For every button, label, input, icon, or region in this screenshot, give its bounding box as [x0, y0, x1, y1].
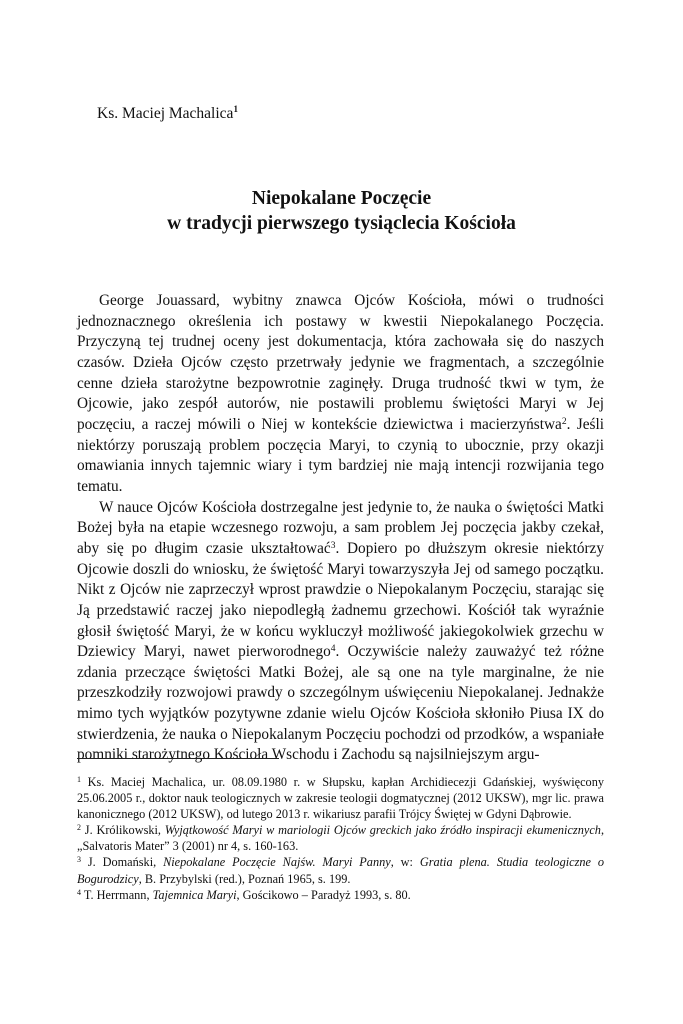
- footnote-title: Gratia plena. Studia teologiczne o Bogurodzicy: [77, 855, 604, 886]
- author-name: Ks. Maciej Machalica: [97, 105, 234, 122]
- footnote-number: 3: [77, 855, 81, 865]
- footnote-text: , „Salvatoris Mater” 3 (2001) nr 4, s. 160-163.: [77, 823, 605, 854]
- article-title: [0, 186, 683, 236]
- author-line: [97, 105, 238, 123]
- footnote-title: Tajemnica Maryi: [152, 887, 237, 902]
- footnote: [77, 887, 604, 903]
- paragraph-text: W nauce Ojców Kościoła dostrzegalne jest jedynie to, że nauka o świętości Matki Bożej była na etapie wczesnego rozwoju, a sam problem Jej poczęcia jakby czekał, aby się po długim czasie ukształtować: [77, 498, 604, 557]
- paragraph-text: . Oczywiście należy zauważyć też różne zdania przeczące świętości Matki Bożej, ale są one na tyle marginalne, że nie przeszkodziły rozwojowi prawdy o szczególnym uświęceniu Niepokalanej. Jednakże mimo tych wyjątków pozytywne zdanie wielu Ojców Kościoła skłoniło Piusa IX do stwierdzenia, że nauka o Niepokalanym Poczęciu pochodzi od przodków, a wspaniałe pomniki starożytnego Kościoła Wschodu i Zachodu są najsilniejszym argu-: [77, 643, 605, 764]
- footnote-text: J. Królikowski,: [84, 823, 165, 838]
- footnote-ref[interactable]: 2: [561, 416, 567, 427]
- paragraph: [77, 291, 604, 498]
- footnote-number: 1: [77, 775, 81, 784]
- footnotes: [77, 774, 604, 903]
- footnote: [77, 854, 604, 886]
- footnote-text: J. Domański,: [87, 855, 164, 870]
- footnote-number: 4: [77, 887, 81, 897]
- footnote-text: , w:: [390, 855, 420, 870]
- paragraph: [77, 498, 604, 767]
- paragraph-text: . Dopiero po dłuższym okresie niektórzy Ojcowie doszli do wniosku, że świętość Maryi towarzyszyła Jej od samego początku. Nikt z Ojców nie zaprzeczył wprost prawdzie o Niepokalanym Poczęciu, starając się Ją przedstawić raczej jako niepodległą żadnemu grzechowi. Kościół tak wyraźnie głosił świętość Maryi, że w końcu wykluczył możliwość jakiegokolwiek grzechu w Dziewicy Maryi, nawet pierworodnego: [77, 539, 604, 661]
- article-body: [77, 291, 604, 766]
- footnote-ref[interactable]: 3: [330, 540, 336, 551]
- paragraph-text: . Jeśli niektórzy poruszają problem poczęcia Maryi, to czynią to ubocznie, przy okazji omawiania innych tajemnic wiary i tym bardziej nie mają intencji rozwijania tego tematu.: [77, 415, 605, 495]
- footnote-text: Ks. Maciej Machalica, ur. 08.09.1980 r. w Słupsku, kapłan Archidiecezji Gdańskiej, wyświęcony 25.06.2005 r., doktor nauk teologicznych w zakresie teologii dogmatycznej (2012 UKSW), mgr lic. prawa kanonicznego (2012 UKSW), od lutego 2013 r. wikariusz parafii Trójcy Świętej w Gdyni Dąbrowie.: [77, 775, 605, 822]
- footnote-text: , B. Przybylski (red.), Poznań 1965, s. 199.: [138, 871, 351, 886]
- footnote-ref[interactable]: 1: [233, 104, 238, 114]
- footnote-text: T. Herrmann,: [83, 887, 153, 902]
- footnote-number: 2: [77, 823, 81, 833]
- footnote-title: Niepokalane Poczęcie Najśw. Maryi Panny: [163, 855, 391, 870]
- footnote-title: Wyjątkowość Maryi w mariologii Ojców greckich jako źródło inspiracji ekumenicznych: [164, 823, 601, 838]
- title-line-1: Niepokalane Poczęcie: [251, 188, 432, 209]
- footnote: [77, 774, 604, 822]
- paragraph-text: George Jouassard, wybitny znawca Ojców Kościoła, mówi o trudności jednoznacznego określenia ich postawy w kwestii Niepokalanego Poczęcia. Przyczyną tej trudnej oceny jest dokumentacja, która zachowała się do naszych czasów. Dzieła Ojców często przetrwały jedynie we fragmentach, a szczególnie cenne dzieła starożytne bezpowrotnie zaginęły. Druga trudność tkwi w tym, że Ojcowie, jako zespół autorów, nie postawili problemu świętości Maryi w Jej poczęciu, a raczej mówili o Niej w kontekście dziewictwa i macierzyństwa: [77, 292, 604, 433]
- footnote-ref[interactable]: 4: [330, 644, 336, 655]
- footnote-separator: [77, 758, 279, 759]
- footnote-text: , Gościkowo – Paradyż 1993, s. 80.: [236, 887, 411, 902]
- title-line-2: w tradycji pierwszego tysiąclecia Kościoła: [167, 213, 516, 234]
- footnote: [77, 822, 604, 854]
